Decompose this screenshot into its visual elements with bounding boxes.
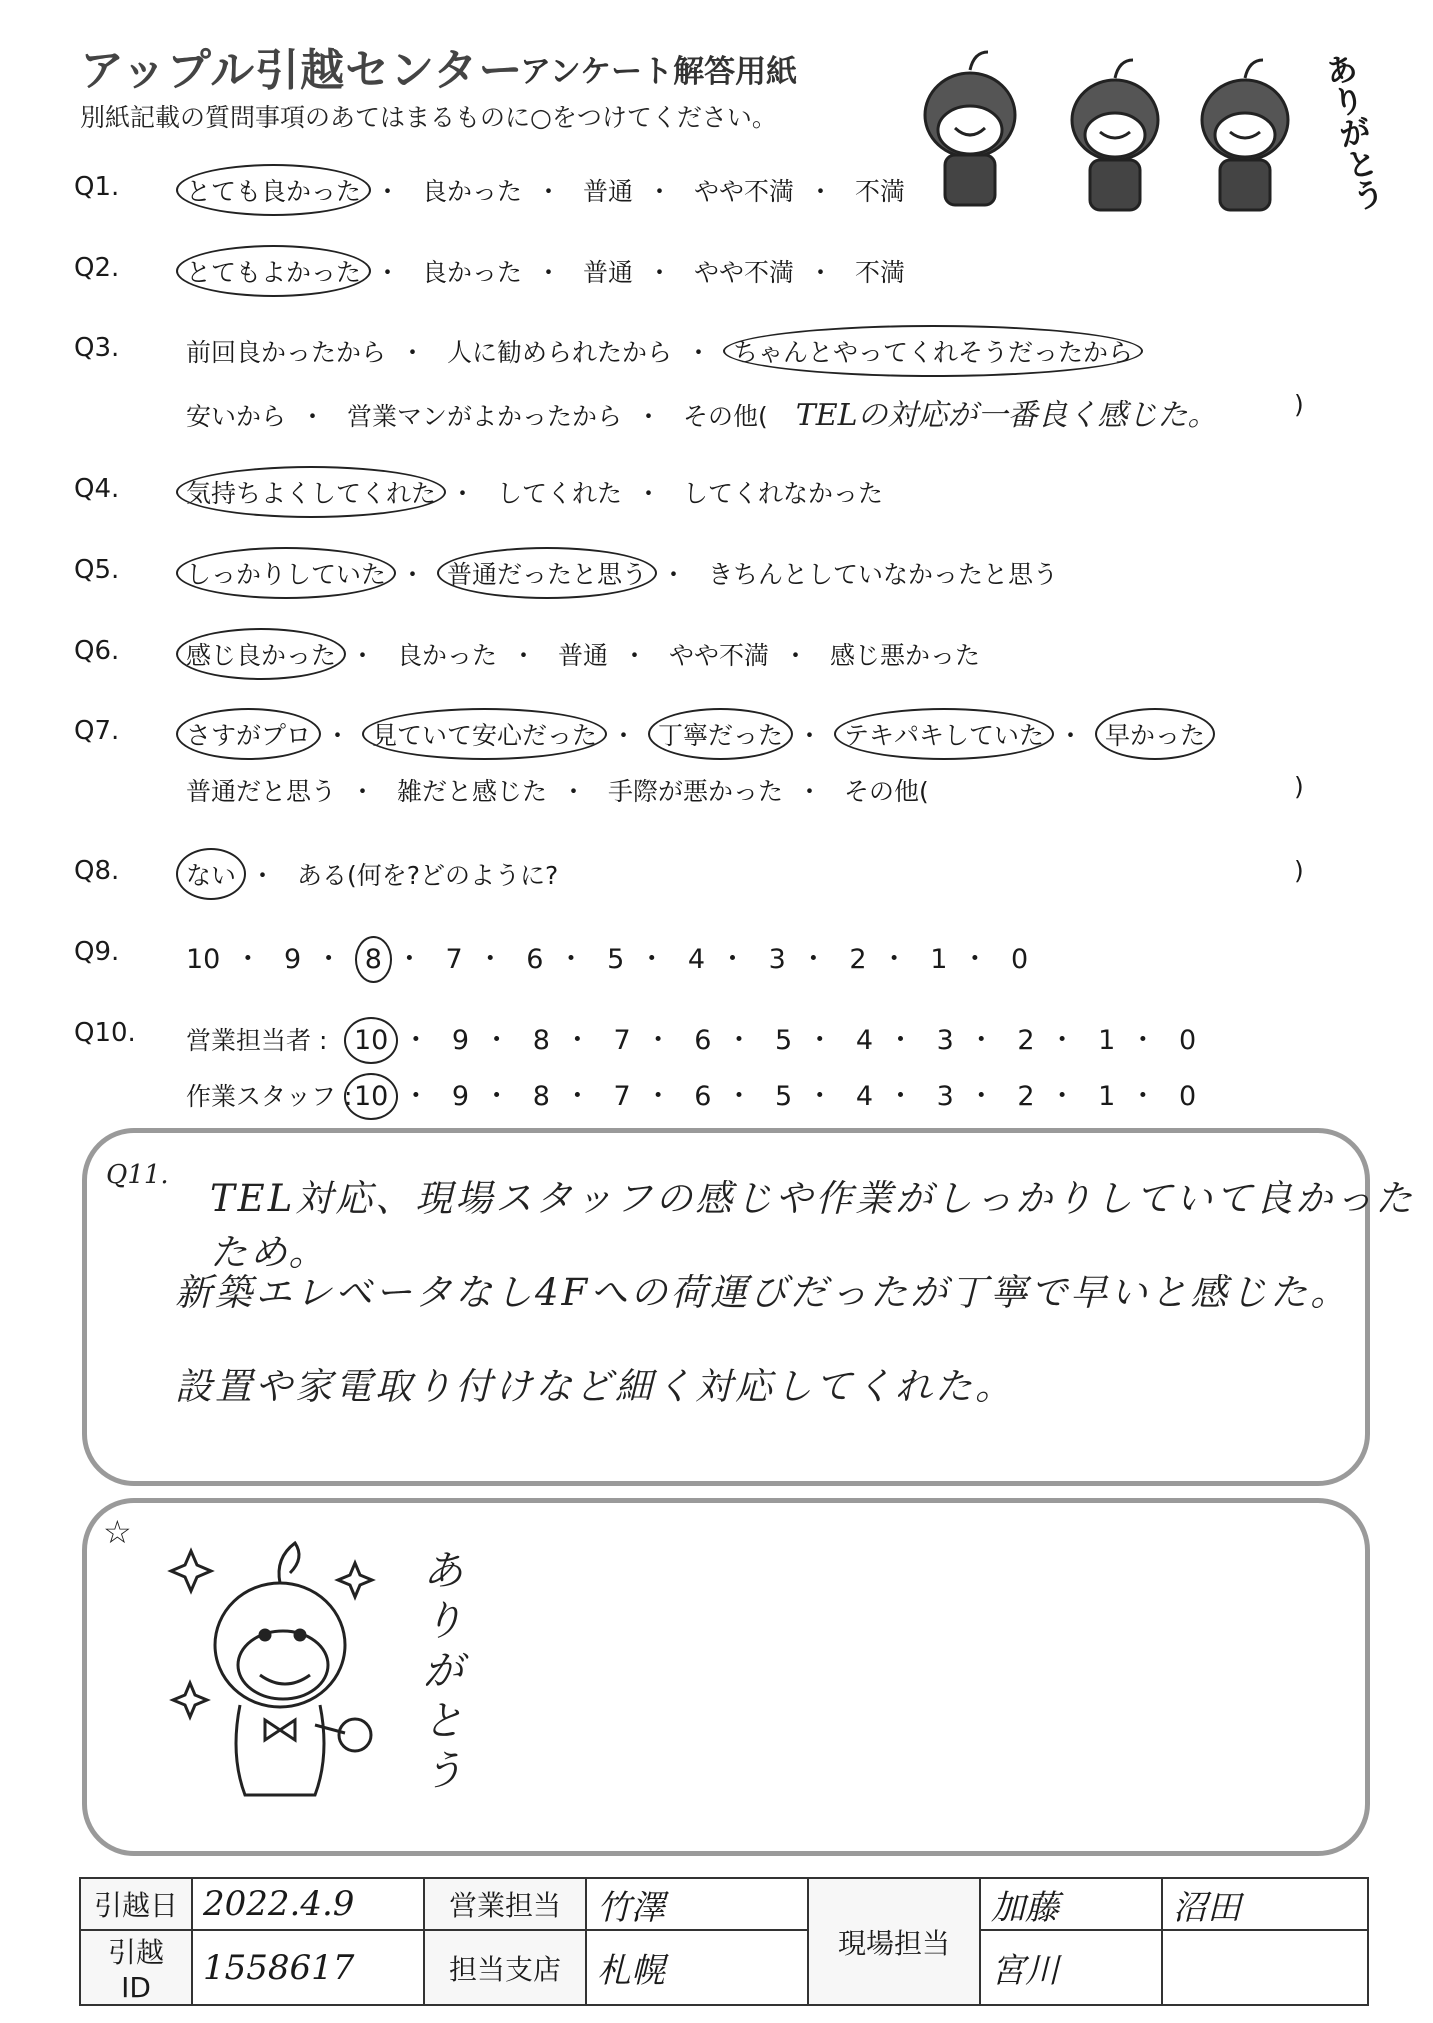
- option[interactable]: とても良かった: [186, 172, 361, 208]
- comment-line: TEL対応、現場スタッフの感じや作業がしっかりしていて良かったため。: [210, 1177, 1416, 1274]
- sales-label: 営業担当: [424, 1878, 586, 1930]
- score-option[interactable]: 7: [613, 1081, 631, 1112]
- score-option[interactable]: 4: [687, 944, 706, 975]
- option[interactable]: 普通だったと思う: [447, 555, 647, 591]
- other-answer-handwritten[interactable]: TELの対応が一番良く感じた。: [795, 398, 1218, 433]
- option[interactable]: ちゃんとやってくれそうだったから: [733, 333, 1133, 369]
- option[interactable]: ない: [186, 856, 236, 892]
- question-number: Q2.: [74, 253, 120, 283]
- site-staff-3[interactable]: 宮川: [980, 1930, 1162, 2005]
- score-option[interactable]: 9: [283, 944, 302, 975]
- score-option[interactable]: 0: [1178, 1025, 1197, 1056]
- option[interactable]: してくれなかった: [682, 479, 883, 508]
- sales-value[interactable]: 竹澤: [586, 1878, 808, 1930]
- option[interactable]: きちんとしていなかったと思う: [707, 560, 1058, 589]
- option[interactable]: ある(何を?どのように?: [296, 861, 559, 890]
- score-option[interactable]: 10: [353, 1081, 389, 1112]
- thanks-badge: ありがとう: [1317, 49, 1389, 215]
- option[interactable]: 良かった: [421, 258, 522, 287]
- footer-info-table: [79, 1877, 1369, 2006]
- score-option[interactable]: 3: [936, 1025, 954, 1056]
- option[interactable]: テキパキしていた: [844, 716, 1044, 752]
- option[interactable]: さすがプロ: [186, 716, 311, 752]
- site-staff-empty[interactable]: [1162, 1930, 1368, 2005]
- question-number: Q9.: [74, 937, 120, 967]
- option[interactable]: 良かった: [421, 177, 522, 206]
- score-option[interactable]: 4: [855, 1025, 873, 1056]
- score-option[interactable]: 5: [775, 1025, 793, 1056]
- score-option[interactable]: 3: [936, 1081, 954, 1112]
- mascot-monkey-3-icon: [1202, 60, 1288, 210]
- option[interactable]: その他(: [843, 777, 929, 806]
- score-option[interactable]: 1: [1098, 1025, 1116, 1056]
- question-number: Q4.: [74, 474, 120, 504]
- option[interactable]: 普通だと思う: [186, 777, 337, 806]
- score-option[interactable]: 1: [1098, 1081, 1116, 1112]
- mascot-thanks-text: ありがとう: [416, 1548, 465, 1798]
- score-option[interactable]: 6: [694, 1081, 712, 1112]
- score-option[interactable]: 5: [775, 1081, 793, 1112]
- option[interactable]: 手際が悪かった: [607, 777, 783, 806]
- score-option[interactable]: 7: [613, 1025, 631, 1056]
- score-option[interactable]: 10: [353, 1025, 389, 1056]
- site-staff-2[interactable]: 沼田: [1162, 1878, 1368, 1930]
- move-date-label: 引越日: [80, 1878, 192, 1930]
- mascot-monkey-2-icon: [1072, 60, 1158, 210]
- score-option[interactable]: 2: [1017, 1025, 1035, 1056]
- site-staff-label: 現場担当: [808, 1878, 980, 2005]
- mascot-monkey-1-icon: [925, 52, 1015, 205]
- score-option[interactable]: 6: [694, 1025, 712, 1056]
- option[interactable]: しっかりしていた: [186, 555, 386, 591]
- option[interactable]: 気持ちよくしてくれた: [186, 474, 436, 510]
- question-number: Q5.: [74, 555, 120, 585]
- move-id-value[interactable]: 1558617: [192, 1930, 424, 2005]
- score-option[interactable]: 9: [451, 1081, 470, 1112]
- comment-line: 新築エレベータなし4Fへの荷運びだったが丁寧で早いと感じた。: [175, 1271, 1351, 1314]
- option[interactable]: してくれた: [496, 479, 622, 508]
- score-option[interactable]: 7: [445, 944, 463, 975]
- score-option[interactable]: 0: [1010, 944, 1029, 975]
- question-number: Q7.: [74, 716, 120, 746]
- mascot-group-illustration: [900, 40, 1340, 220]
- option[interactable]: やや不満: [668, 641, 769, 670]
- score-option[interactable]: 3: [768, 944, 786, 975]
- option[interactable]: 営業マンがよかったから: [346, 402, 622, 431]
- score-option[interactable]: 8: [532, 1025, 550, 1056]
- option[interactable]: 感じ悪かった: [829, 641, 980, 670]
- branch-label: 担当支店: [424, 1930, 586, 2005]
- score-option[interactable]: 2: [1017, 1081, 1035, 1112]
- q11-label: Q11.: [106, 1160, 169, 1190]
- option[interactable]: 不満: [854, 177, 905, 206]
- comment-line: 設置や家電取り付けなど細く対応してくれた。: [175, 1365, 1015, 1408]
- score-option[interactable]: 0: [1178, 1081, 1197, 1112]
- rating-row-label: 作業スタッフ :: [186, 1082, 353, 1111]
- rating-row-label: 営業担当者 :: [186, 1026, 328, 1055]
- option[interactable]: 人に勧められたから: [446, 338, 672, 367]
- close-paren: ): [1294, 772, 1304, 801]
- score-option[interactable]: 6: [526, 944, 544, 975]
- option[interactable]: やや不満: [693, 258, 794, 287]
- site-staff-1[interactable]: 加藤: [980, 1878, 1162, 1930]
- option[interactable]: その他(: [682, 402, 768, 431]
- score-option[interactable]: 2: [849, 944, 867, 975]
- score-option[interactable]: 8: [532, 1081, 550, 1112]
- form-instruction: 別紙記載の質問事項のあてはまるものに○をつけてください。: [80, 103, 777, 132]
- score-option[interactable]: 1: [930, 944, 948, 975]
- score-option[interactable]: 4: [855, 1081, 873, 1112]
- option[interactable]: 不満: [854, 258, 905, 287]
- option[interactable]: 良かった: [396, 641, 497, 670]
- close-paren: ): [1294, 856, 1304, 885]
- question-number: Q10.: [74, 1018, 136, 1048]
- option[interactable]: とてもよかった: [186, 253, 361, 289]
- option[interactable]: 普通: [582, 177, 633, 206]
- score-option[interactable]: 8: [364, 944, 382, 975]
- question-number: Q3.: [74, 333, 120, 363]
- option[interactable]: 雑だと感じた: [396, 777, 547, 806]
- option[interactable]: 普通: [582, 258, 633, 287]
- score-option[interactable]: 5: [607, 944, 625, 975]
- form-title: アップル引越センター: [80, 45, 524, 96]
- move-id-label: 引越 ID: [80, 1930, 192, 2005]
- form-subtitle: アンケート解答用紙: [520, 54, 798, 90]
- question-number: Q8.: [74, 856, 120, 886]
- score-option[interactable]: 10: [186, 944, 221, 975]
- option[interactable]: 普通: [557, 641, 608, 670]
- close-paren: ): [1294, 390, 1304, 419]
- branch-value[interactable]: 札幌: [586, 1930, 808, 2005]
- score-option[interactable]: 9: [451, 1025, 470, 1056]
- star-icon: ☆: [103, 1513, 132, 1551]
- mascot-thanks-illustration: [165, 1535, 405, 1825]
- move-date-value[interactable]: 2022.4.9: [192, 1878, 424, 1930]
- question-number: Q1.: [74, 172, 120, 202]
- option[interactable]: 前回良かったから: [186, 338, 387, 367]
- option[interactable]: 感じ良かった: [186, 636, 336, 672]
- option[interactable]: 丁寧だった: [658, 716, 783, 752]
- question-number: Q6.: [74, 636, 120, 666]
- option[interactable]: 安いから: [186, 402, 287, 431]
- option[interactable]: 早かった: [1105, 716, 1205, 752]
- option[interactable]: やや不満: [693, 177, 794, 206]
- option[interactable]: 見ていて安心だった: [372, 716, 597, 752]
